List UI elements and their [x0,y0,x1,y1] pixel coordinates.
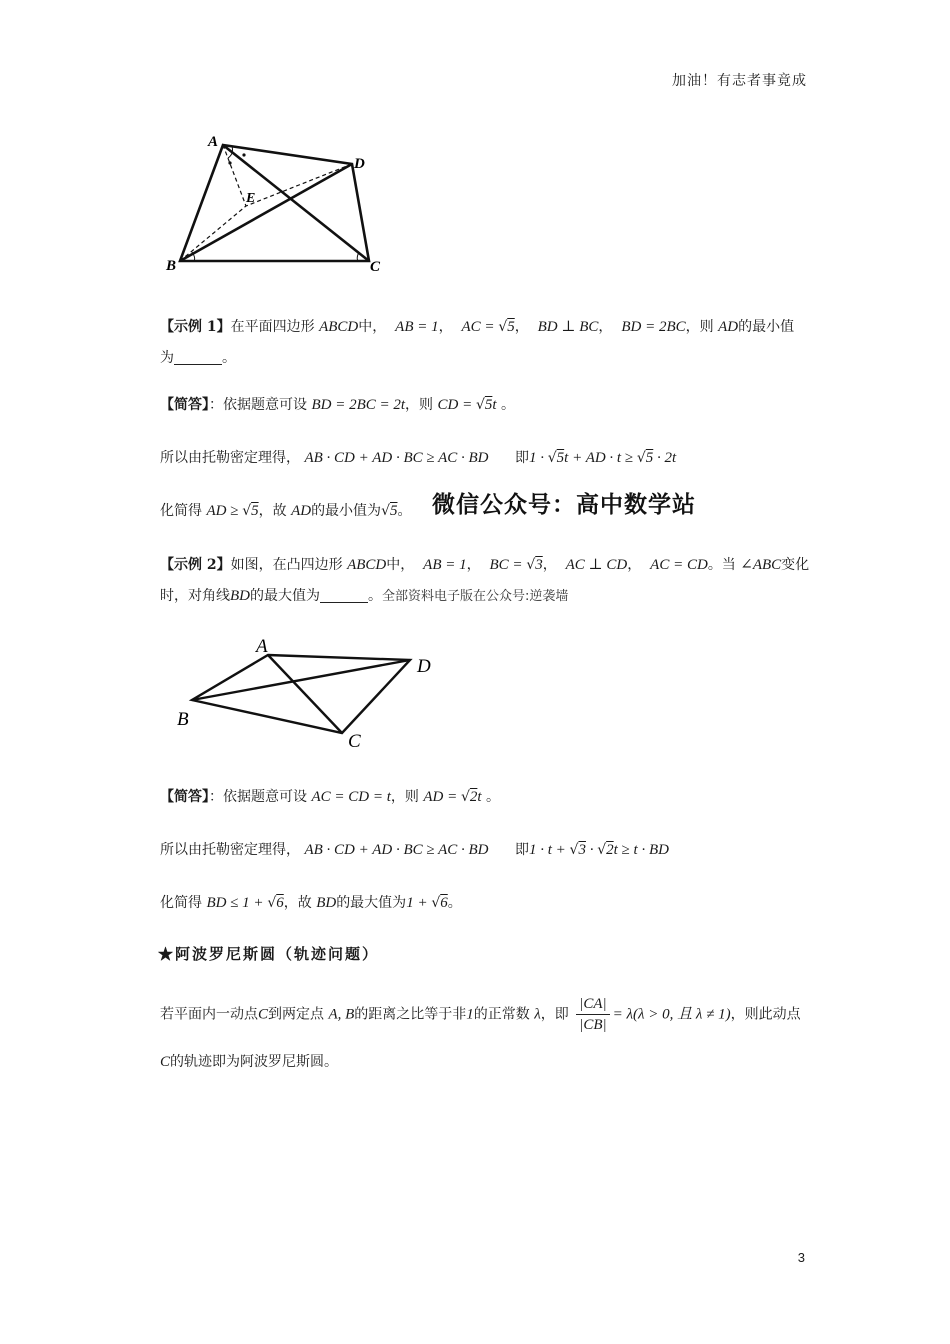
apollonius-line-1: 若平面内一动点C到两定点 A, B的距离之比等于非1的正常数 λ，即 $\frac{|CA|}{|CB|}$ = λ(λ > 0, 且 λ ≠ 1)，则此动点 [160,996,801,1033]
example-1-line-1: 【示例 1】在平面四边形 ABCD中， AB = 1， AC = √5， BD ⊥ BC， BD = 2BC，则 AD的最小值 [160,319,795,335]
answer-1-substitution: 即1 · √5t + AD · t ≥ √5 · 2t [515,450,677,466]
fig2-label-a: A [256,636,268,657]
fig1-label-a: A [208,134,219,150]
page-number: 3 [797,1250,805,1265]
answer-2-tag: 【简答】 [160,789,209,805]
header-motto: 加油！有志者事竟成 [672,73,807,89]
answer-2-line-2: 所以由托勒密定理得， AB · CD + AD · BC ≥ AC · BD [160,842,489,858]
fig1-label-d: D [354,156,365,172]
example-1-tag: 【示例 1】 [160,319,231,335]
apollonius-line-2: C的轨迹即为阿波罗尼斯圆。 [160,1054,339,1070]
fig2-label-c: C [348,731,361,752]
answer-blank [320,588,368,603]
answer-2-line-1: 【简答】：依据题意可设 AC = CD = t，则 AD = √2t 。 [160,789,500,805]
answer-2-line-3: 化简得 BD ≤ 1 + √6，故 BD的最大值为1 + √6。 [160,895,462,911]
example-1-line-2: 为 。 [160,350,236,366]
answer-2-substitution: 即1 · t + √3 · √2t ≥ t · BD [515,842,669,858]
ratio-fraction: $\frac{|CA|}{|CB|}$ [576,994,609,1035]
fig2-diagonal-ac [268,655,342,733]
fig2-label-d: D [417,656,431,677]
fig1-label-b: B [166,258,177,274]
answer-blank [174,350,222,365]
section-title-apollonius: ★阿波罗尼斯圆（轨迹问题） [158,945,380,963]
fig1-label-c: C [370,259,381,275]
figure-1-quadrilateral [160,128,400,278]
answer-1-line-2: 所以由托勒密定理得， AB · CD + AD · BC ≥ AC · BD [160,450,489,466]
example-2-tag: 【示例 2】 [160,557,231,573]
fig1-dash-de [246,164,352,206]
figure-2-quadrilateral [170,630,470,760]
answer-1-line-3: 化简得 AD ≥ √5，故 AD的最小值为√5。 [160,503,412,519]
example-2-line-1: 【示例 2】如图，在凸四边形 ABCD中， AB = 1， BC = √3， AC ⊥ CD， AC = CD。当 ∠ABC变化 [160,557,810,573]
resource-note: 全部资料电子版在公众号:逆袭墙 [382,589,569,604]
answer-1-tag: 【简答】 [160,397,209,413]
wechat-watermark: 微信公众号：高中数学站 [432,492,696,518]
answer-1-line-1: 【简答】：依据题意可设 BD = 2BC = 2t，则 CD = √5t 。 [160,397,515,413]
fig1-label-e: E [246,191,256,206]
example-2-line-2: 时，对角线BD的最大值为 。全部资料电子版在公众号:逆袭墙 [160,588,569,604]
fig2-label-b: B [177,709,189,730]
